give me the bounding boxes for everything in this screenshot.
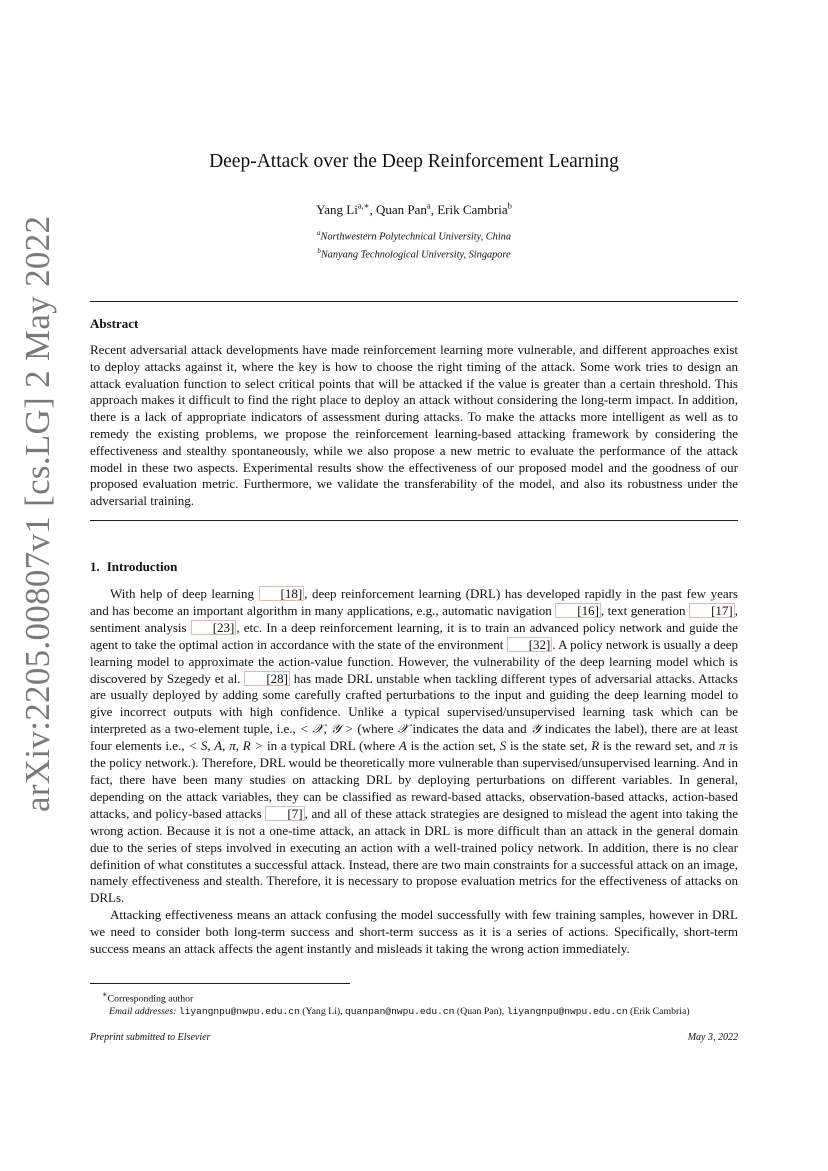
math-inline: 𝒴 — [530, 721, 541, 737]
citation-link[interactable]: [7] — [265, 806, 304, 821]
paragraph — [90, 586, 738, 907]
page-footer — [90, 1032, 738, 1043]
affiliation: $^b$Nanyang Technological University, Singapore — [317, 247, 511, 261]
abstract-heading: Abstract — [90, 316, 139, 331]
footnote — [90, 988, 738, 1018]
paragraph — [90, 907, 738, 958]
paper-title: Deep-Attack over the Deep Reinforcement Learning — [209, 151, 619, 172]
text-run: in a typical DRL (where — [263, 738, 399, 754]
section-title: Introduction — [106, 559, 178, 574]
math-inline: π — [719, 738, 726, 754]
math-inline: A — [398, 738, 407, 754]
text-run: , and all of these attack strategies are designed to mislead the agent into taking the wrong action. Because it is not a one-time attack, an attack in DRL is more difficult than an attack in the general domain due to the series of steps involved in executing an action with a well-trained policy network. In addition, there is no clear definition of what constitutes a successful attack. Instead, there are two main constraints for a successful attack on an image, namely effectiveness and stealth. Therefore, it is necessary to propose evaluation metrics for the effectiveness of attacks on DRLs. — [90, 805, 738, 906]
text-run: (where — [353, 721, 398, 737]
math-inline: < 𝒳, 𝒴 > — [299, 721, 354, 737]
text-run: has made DRL unstable when tackling different types of adversarial attacks. Attacks are usually deployed by adding some carefully crafted perturbations to the input and guiding the deep learning model to give incorrect outputs with high confidence. Unlike a typical supervised/unsupervised learning task which can be interpreted as a two-element tuple, i.e., — [90, 670, 738, 737]
text-run: , etc. In a deep reinforcement learning, it is to train an advanced policy network and guide the agent to take the optimal action in accordance with the state of the environment — [90, 619, 738, 652]
text-run: is the reward set, and — [599, 738, 719, 754]
citation-link[interactable]: [23] — [191, 620, 237, 635]
text-run: is the action set, — [406, 738, 500, 754]
text-run: With help of deep learning — [110, 586, 259, 601]
math-inline: S — [499, 738, 507, 754]
text-run: indicates the data and — [408, 721, 531, 737]
footnote-emails: Email addresses: liyangnpu@nwpu.edu.cn (Yang Li), quanpan@nwpu.edu.cn (Quan Pan), liyangnpu@nwpu.edu.cn (Erik Cambria) — [109, 1006, 690, 1018]
footer-left: Preprint submitted to Elsevier — [90, 1032, 211, 1043]
author: Quan Pan$^a$ — [376, 201, 431, 218]
text-run: , deep reinforcement learning (DRL) has developed rapidly in the past few years and has become an important algorithm in many applications, e.g., automatic navigation — [90, 586, 738, 618]
section-number: 1. — [90, 559, 100, 574]
divider — [90, 301, 738, 302]
footnote-corresponding: ∗Corresponding author — [102, 990, 194, 1005]
footer-date: May 3, 2022 — [687, 1032, 738, 1043]
text-run: is the state set, — [506, 738, 592, 754]
section-heading — [90, 559, 177, 575]
citation-link[interactable]: [17] — [689, 603, 735, 618]
text-run: Attacking effectiveness means an attack confusing the model successfully with few training samples, however in DRL we need to consider both long-term success and short-term success as it is a series of actions. Specifically, short-term success means an attack affects the agent instantly and misleads it taking the wrong action immediately. — [90, 907, 738, 957]
text-run: , text generation — [600, 602, 690, 618]
affiliation: $^a$Northwestern Polytechnical University, China — [317, 229, 511, 243]
text-run: is the policy network.). Therefore, DRL would be theoretically more vulnerable than supervised/unsupervised learning. And in fact, there have been many studies on attacking DRL by deploying perturbations on different variables. In general, depending on the attack variables, they can be classified as reward-based attacks, observation-based attacks, action-based attacks, and policy-based attacks — [90, 738, 738, 821]
divider — [90, 520, 738, 521]
author-list: Yang $Li^{a,∗}$, Quan Pan$^a$, Erik Cambria$^b$ — [316, 201, 512, 218]
citation-link[interactable]: [18] — [259, 586, 305, 601]
text-run: . A policy network is usually a deep learning model to approximate the action-value function. However, the vulnerability of the deep learning model which is discovered by Szegedy et al. — [90, 636, 738, 686]
email-link[interactable]: liyangnpu@nwpu.edu.cn — [178, 1006, 300, 1018]
citation-link[interactable]: [16] — [555, 603, 601, 618]
text-run: indicates the label), there are at least four elements i.e., — [90, 721, 738, 754]
math-inline: 𝒳 — [397, 721, 409, 737]
math-inline: R — [591, 738, 600, 754]
author: Erik Cambria$^b$ — [437, 201, 512, 218]
text-run: , sentiment analysis — [90, 602, 738, 635]
abstract-text: Recent adversarial attack developments have made reinforcement learning more vulnerable, and different approaches exist to deploy attacks against it, where the key is how to choose the right timing of the attack. Some work tries to design an attack evaluation function to select critical points that will be attacked if the value is greater than a certain threshold. This approach makes it difficult to find the right place to deploy an attack without considering the long-term impact. In addition, there is a lack of appropriate indicators of assessment during attacks. To make the attacks more intelligent as well as to remedy the existing problems, we propose the reinforcement learning-based attacking framework by considering the effectiveness and stealthy spontaneously, while we also propose a new metric to evaluate the performance of the attack model in these two aspects. Experimental results show the effectiveness of our proposed model and the goodness of our proposed evaluation metric. Furthermore, we validate the transferability of the model, and also its robustness under the adversarial training. — [90, 342, 738, 509]
citation-link[interactable]: [28] — [244, 671, 290, 686]
email-link[interactable]: quanpan@nwpu.edu.cn — [345, 1006, 455, 1018]
arxiv-stamp: arXiv:2205.00807v1 [cs.LG] 2 May 2022 — [18, 215, 57, 812]
email-link[interactable]: liyangnpu@nwpu.edu.cn — [506, 1006, 628, 1018]
body-text — [90, 586, 738, 958]
citation-link[interactable]: [32] — [507, 637, 553, 652]
footnote-divider — [90, 983, 350, 984]
author: Yang $Li^{a,∗}$ — [316, 201, 370, 218]
affiliations — [90, 226, 738, 263]
math-inline: < S, A, π, R > — [188, 738, 264, 754]
